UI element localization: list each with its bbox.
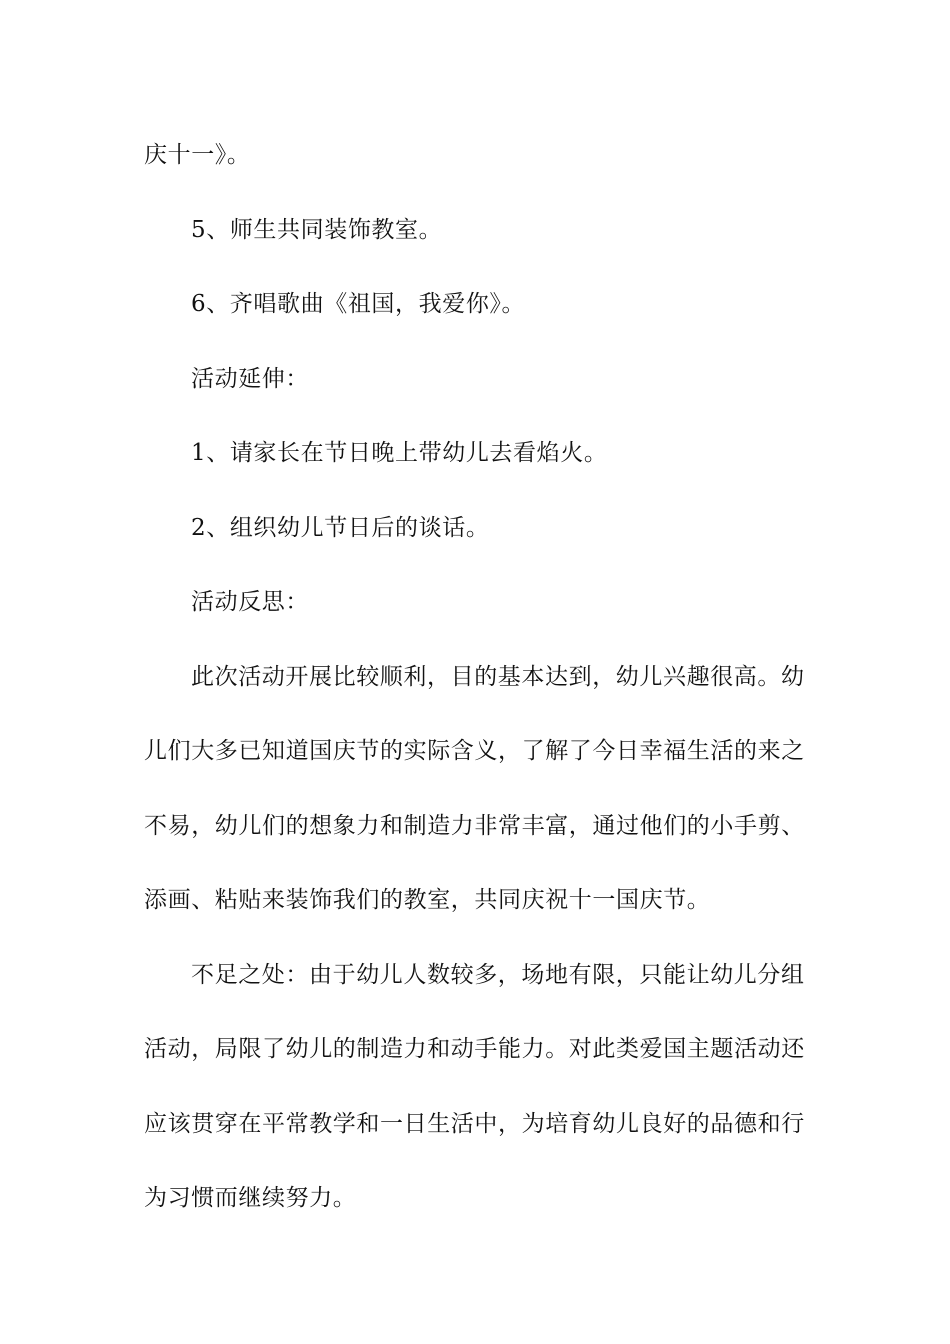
list-item-extension-2: 2、组织幼儿节日后的谈话。 [191, 514, 490, 541]
section-heading-extension: 活动延伸： [191, 365, 309, 392]
list-item-extension-1: 1、请家长在节日晚上带幼儿去看焰火。 [191, 440, 608, 466]
paragraph-reflection: 此次活动开展比较顺利，目的基本达到，幼儿兴趣很高。幼儿们大多已知道国庆节的实际含义，了解了今日幸福生活的来之不易，幼儿们的想象力和制造力非常丰富，通过他们的小手剪、添画、粘贴来装饰我们的教室，共同庆祝十一国庆节。 [144, 663, 805, 913]
list-item-step-6: 6、齐唱歌曲《祖国，我爱你》。 [191, 291, 526, 317]
document-body [144, 118, 806, 1236]
list-item-step-5: 5、师生共同装饰教室。 [191, 216, 443, 243]
paragraph-continuation: 庆十一》。 [144, 142, 251, 168]
section-heading-reflection: 活动反思： [191, 589, 309, 615]
paragraph-shortcomings: 不足之处：由于幼儿人数较多，场地有限，只能让幼儿分组活动，局限了幼儿的制造力和动手能力。对此类爱国主题活动还应该贯穿在平常教学和一日生活中，为培育幼儿良好的品德和行为习惯而继续努力。 [144, 961, 805, 1211]
